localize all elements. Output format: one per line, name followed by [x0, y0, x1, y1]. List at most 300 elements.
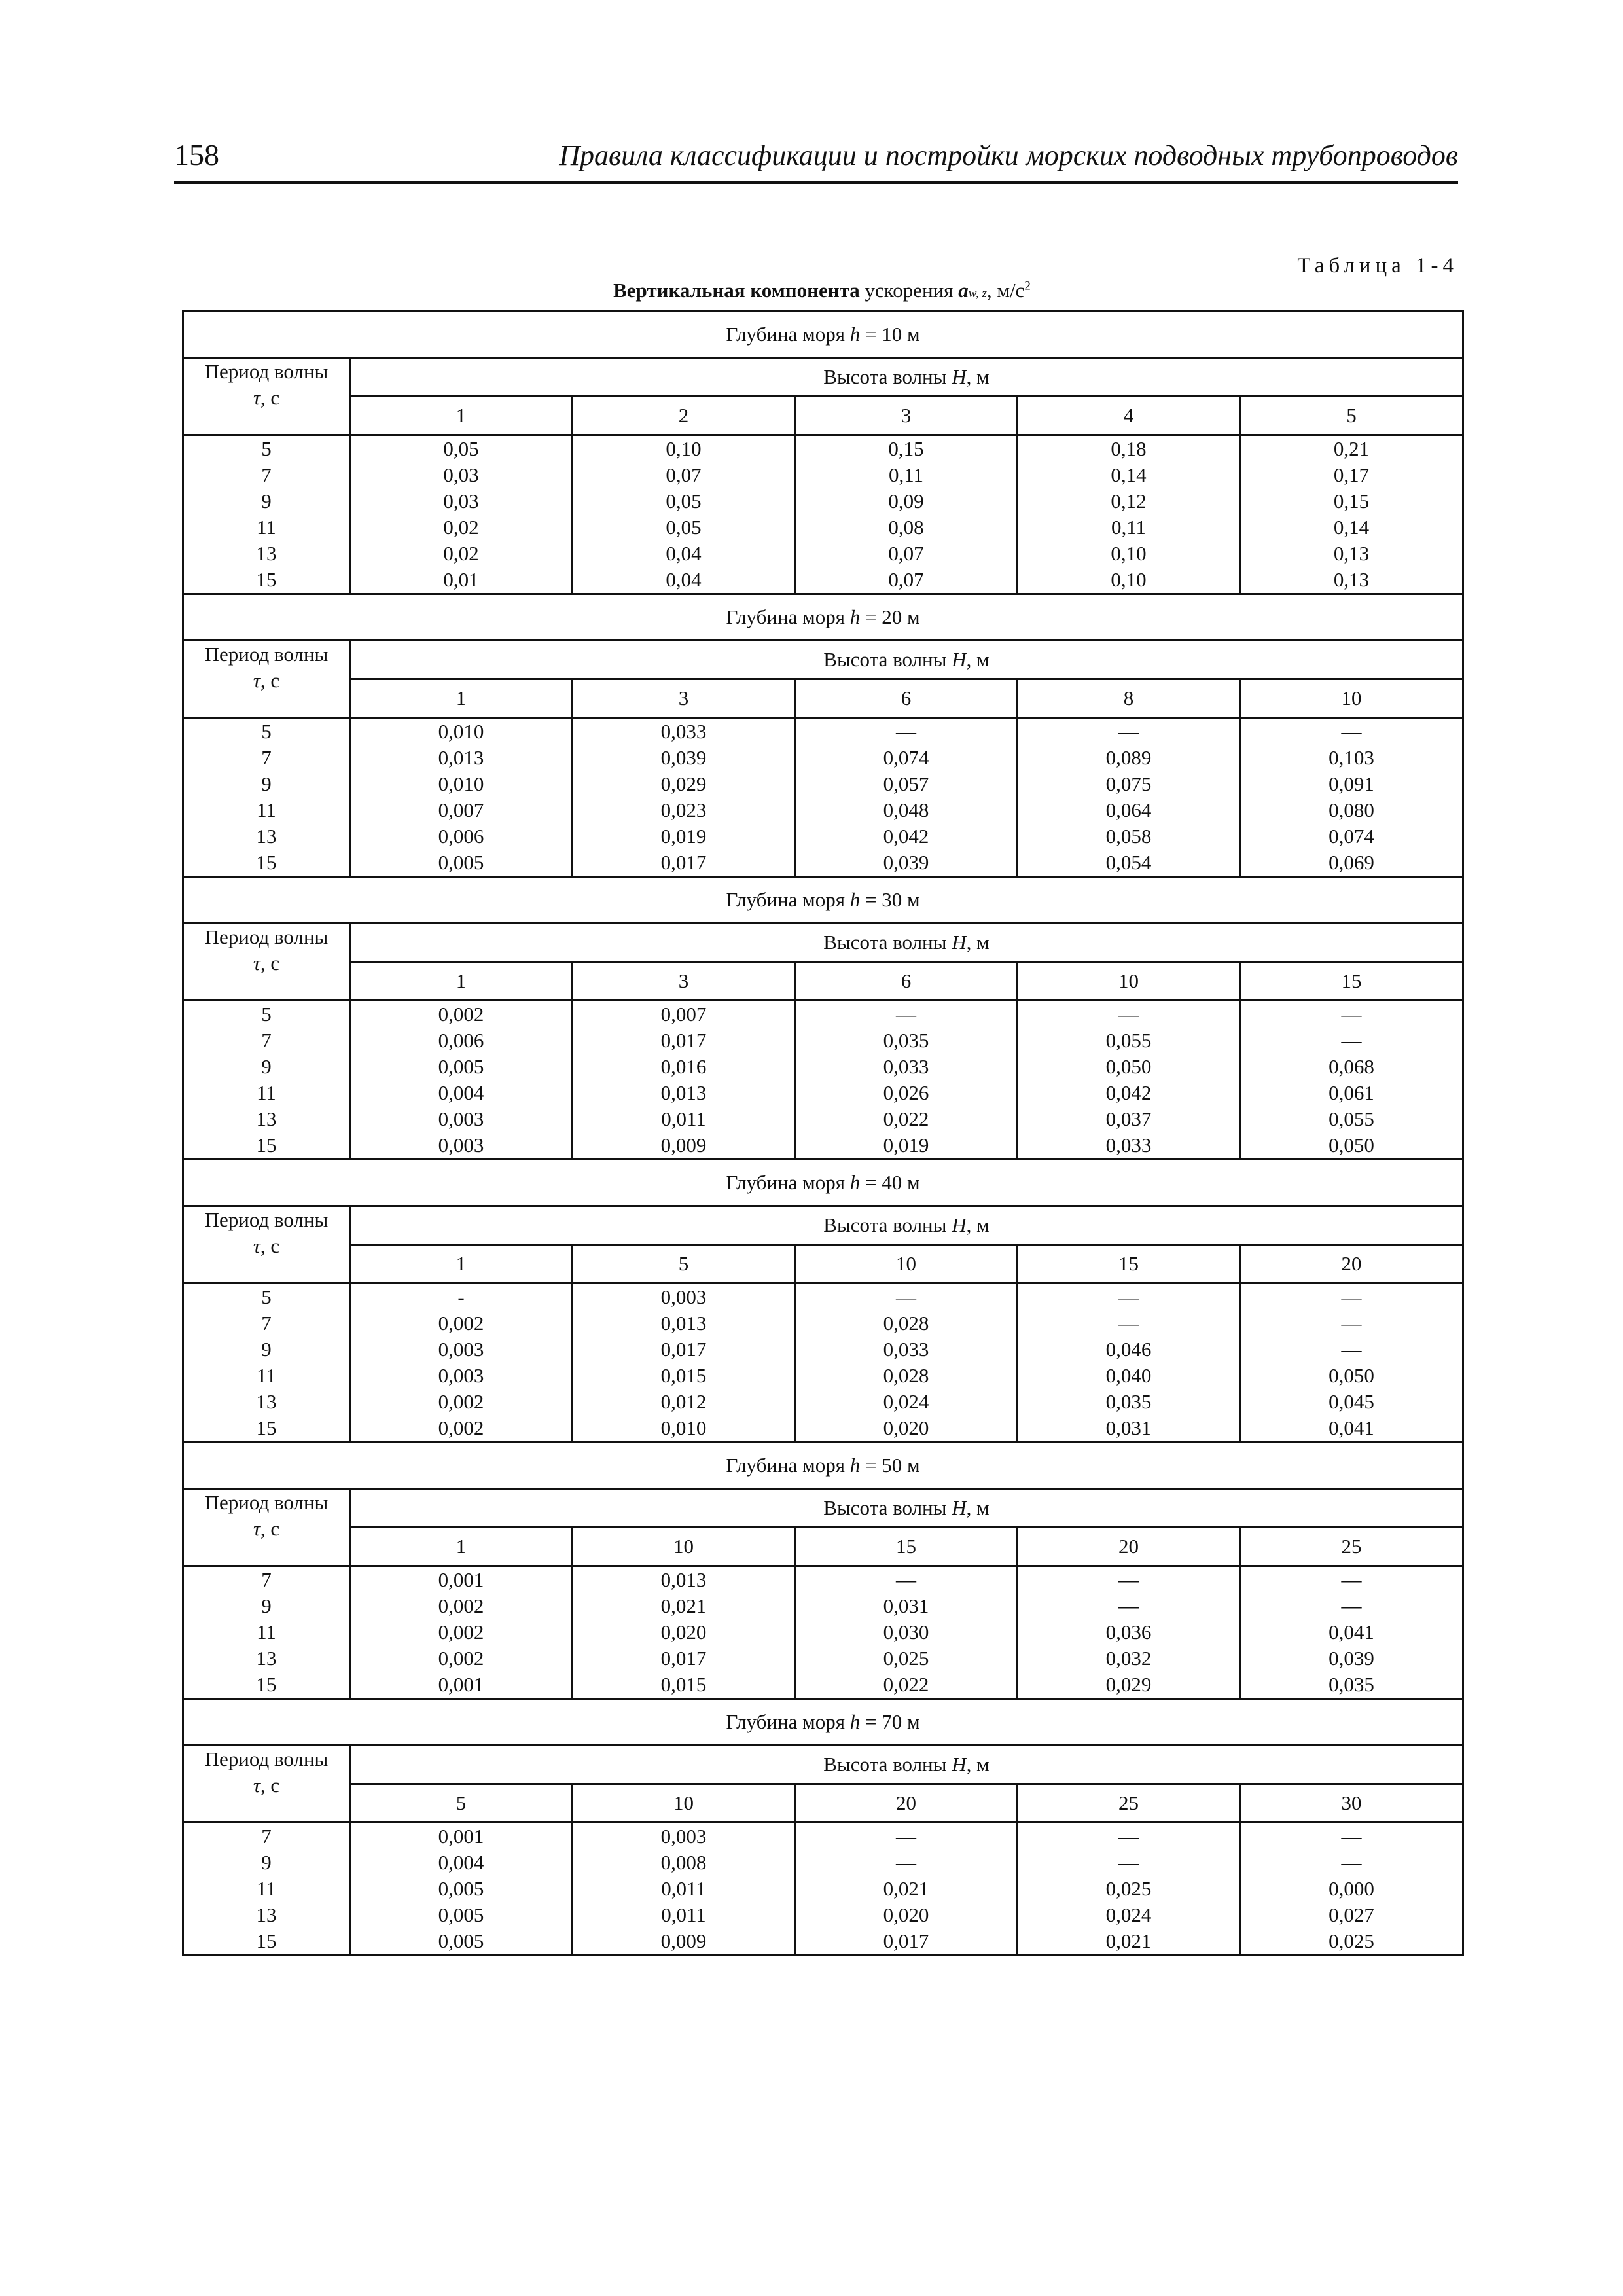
wave-height-variable: H: [952, 365, 967, 388]
wave-height-value: 1: [350, 1528, 573, 1566]
caption-unit: , м/с: [986, 279, 1025, 302]
acceleration-value: 0,07: [888, 568, 924, 591]
acceleration-value: 0,009: [660, 1929, 707, 1952]
acceleration-value: 0,005: [438, 1055, 484, 1078]
acceleration-value: 0,064: [1105, 798, 1152, 821]
acceleration-value: 0,019: [660, 825, 707, 848]
acceleration-value: 0,05: [443, 437, 479, 460]
wave-height-value: 25: [1240, 1528, 1463, 1566]
depth-equals: =: [860, 1710, 882, 1733]
period-value: 15: [256, 568, 277, 591]
acceleration-values: [1018, 1823, 1240, 1956]
acceleration-value: —: [1118, 1594, 1139, 1617]
acceleration-value: 0,011: [661, 1903, 706, 1926]
acceleration-value: 0,03: [443, 463, 479, 486]
depth-value: 10: [882, 323, 902, 346]
acceleration-value: 0,002: [438, 1390, 484, 1413]
acceleration-value: —: [896, 1003, 916, 1026]
period-value: 11: [257, 1081, 276, 1104]
period-tau: τ: [253, 1234, 260, 1257]
depth-unit: м: [902, 1710, 920, 1733]
depth-value: 30: [882, 888, 902, 911]
acceleration-value: 0,001: [438, 1825, 484, 1848]
wave-height-value: 3: [795, 397, 1018, 435]
wave-height-prefix: Высота волны: [823, 1496, 952, 1519]
acceleration-values: [573, 1823, 795, 1956]
wave-height-value: 20: [1018, 1528, 1240, 1566]
period-label-line1: Период волны: [204, 1208, 329, 1231]
caption-text: ускорения: [865, 279, 954, 302]
acceleration-value: 0,006: [438, 825, 484, 848]
acceleration-value: 0,024: [883, 1390, 929, 1413]
wave-height-value: 10: [1018, 962, 1240, 1001]
acceleration-value: —: [896, 1568, 916, 1591]
acceleration-value: 0,04: [666, 542, 702, 565]
depth-row: [183, 1443, 1463, 1489]
wave-height-value: 3: [573, 679, 795, 718]
period-values: [183, 1566, 350, 1699]
acceleration-value: 0,005: [438, 1929, 484, 1952]
acceleration-value: 0,068: [1329, 1055, 1374, 1078]
wave-height-value: 20: [1240, 1245, 1463, 1283]
acceleration-value: 0,016: [660, 1055, 707, 1078]
table-row: [183, 435, 1463, 594]
period-value: 7: [261, 463, 272, 486]
depth-value: 50: [882, 1454, 902, 1477]
wave-height-value: 1: [350, 397, 573, 435]
acceleration-value: 0,000: [1329, 1877, 1374, 1900]
wave-heights-row: [183, 397, 1463, 435]
wave-height-value: 10: [573, 1528, 795, 1566]
depth-equals: =: [860, 1454, 882, 1477]
acceleration-values: [573, 435, 795, 594]
period-value: 7: [261, 1825, 272, 1848]
acceleration-value: 0,17: [1333, 463, 1370, 486]
wave-height-variable: H: [952, 1496, 967, 1519]
acceleration-values: [1240, 1566, 1463, 1699]
period-value: 13: [256, 542, 277, 565]
acceleration-value: 0,004: [438, 1851, 484, 1874]
header-row: [183, 1206, 1463, 1245]
acceleration-value: 0,048: [883, 798, 929, 821]
acceleration-value: 0,07: [666, 463, 702, 486]
period-label-line1: Период волны: [204, 1748, 329, 1770]
acceleration-value: 0,008: [660, 1851, 707, 1874]
period-value: 5: [261, 1285, 272, 1308]
page-header: [174, 137, 1458, 184]
period-value: 5: [261, 1003, 272, 1026]
acceleration-value: 0,054: [1105, 851, 1152, 874]
acceleration-values: [573, 1001, 795, 1160]
wave-height-value: 20: [795, 1784, 1018, 1823]
wave-height-value: 4: [1018, 397, 1240, 435]
acceleration-value: 0,08: [888, 516, 924, 539]
period-value: 7: [261, 1029, 272, 1052]
acceleration-value: 0,027: [1329, 1903, 1374, 1926]
acceleration-values: [350, 1823, 573, 1956]
acceleration-values: [1240, 1283, 1463, 1443]
acceleration-value: 0,013: [660, 1312, 707, 1335]
depth-row: [183, 877, 1463, 924]
table-row: [183, 1001, 1463, 1160]
acceleration-value: 0,080: [1329, 798, 1374, 821]
acceleration-value: 0,10: [1111, 542, 1147, 565]
acceleration-value: 0,002: [438, 1621, 484, 1643]
depth-equals: =: [860, 605, 882, 628]
acceleration-value: 0,02: [443, 542, 479, 565]
header-row: [183, 1489, 1463, 1528]
depth-value: 20: [882, 605, 902, 628]
acceleration-value: 0,039: [660, 746, 707, 769]
acceleration-value: —: [1341, 1285, 1362, 1308]
acceleration-value: 0,15: [1333, 490, 1370, 512]
acceleration-value: 0,033: [660, 720, 707, 743]
period-value: 9: [261, 490, 272, 512]
wave-height-value: 1: [350, 1245, 573, 1283]
acceleration-value: 0,18: [1111, 437, 1147, 460]
acceleration-value: 0,058: [1105, 825, 1152, 848]
period-unit: , с: [260, 952, 280, 975]
acceleration-value: —: [1118, 720, 1139, 743]
acceleration-values: [1240, 1001, 1463, 1160]
acceleration-value: 0,017: [660, 1338, 707, 1361]
acceleration-value: 0,050: [1329, 1364, 1374, 1387]
acceleration-value: 0,002: [438, 1003, 484, 1026]
depth-equals: =: [860, 1171, 882, 1194]
acceleration-value: 0,074: [1329, 825, 1374, 848]
acceleration-value: 0,026: [883, 1081, 929, 1104]
acceleration-value: 0,10: [1111, 568, 1147, 591]
acceleration-value: 0,013: [660, 1568, 707, 1591]
depth-variable: h: [849, 1710, 861, 1733]
acceleration-value: 0,035: [883, 1029, 929, 1052]
acceleration-value: 0,001: [438, 1673, 484, 1696]
depth-unit: м: [902, 1454, 920, 1477]
acceleration-value: 0,11: [888, 463, 924, 486]
acceleration-value: 0,091: [1329, 772, 1374, 795]
period-unit: , с: [260, 1234, 280, 1257]
period-unit: , с: [260, 669, 280, 692]
acceleration-values: [573, 1566, 795, 1699]
acceleration-value: 0,04: [666, 568, 702, 591]
sea-depth-label: [183, 1443, 1463, 1489]
sea-depth-label: [183, 877, 1463, 924]
wave-height-value: 8: [1018, 679, 1240, 718]
period-tau: τ: [253, 669, 260, 692]
acceleration-value: —: [1341, 1851, 1362, 1874]
period-label-line1: Период волны: [204, 360, 329, 383]
acceleration-value: 0,01: [443, 568, 479, 591]
acceleration-value: 0,039: [883, 851, 929, 874]
period-value: 15: [256, 851, 277, 874]
acceleration-value: 0,09: [888, 490, 924, 512]
depth-unit: м: [902, 1171, 920, 1194]
acceleration-value: 0,036: [1105, 1621, 1152, 1643]
depth-variable: h: [849, 888, 861, 911]
acceleration-value: 0,031: [1105, 1416, 1152, 1439]
acceleration-value: 0,021: [660, 1594, 707, 1617]
acceleration-values: [1018, 435, 1240, 594]
acceleration-value: 0,035: [1329, 1673, 1374, 1696]
table-caption: [182, 279, 1462, 302]
acceleration-value: 0,021: [1105, 1929, 1152, 1952]
period-header: [183, 1206, 350, 1283]
period-header: [183, 641, 350, 718]
acceleration-value: 0,07: [888, 542, 924, 565]
acceleration-value: 0,050: [1329, 1134, 1374, 1157]
depth-variable: h: [849, 605, 861, 628]
period-value: 9: [261, 772, 272, 795]
acceleration-value: -: [457, 1285, 465, 1308]
acceleration-values: [795, 1823, 1018, 1956]
acceleration-values: [350, 1283, 573, 1443]
acceleration-value: 0,021: [883, 1877, 929, 1900]
period-value: 13: [256, 825, 277, 848]
acceleration-values: [1018, 1001, 1240, 1160]
wave-height-value: 5: [350, 1784, 573, 1823]
table-row: [183, 718, 1463, 877]
header-row: [183, 358, 1463, 397]
wave-height-value: 6: [795, 679, 1018, 718]
period-value: 11: [257, 1621, 276, 1643]
acceleration-value: 0,003: [438, 1364, 484, 1387]
acceleration-value: 0,042: [883, 825, 929, 848]
depth-value: 70: [882, 1710, 902, 1733]
period-value: 13: [256, 1107, 277, 1130]
acceleration-value: 0,035: [1105, 1390, 1152, 1413]
acceleration-value: 0,042: [1105, 1081, 1152, 1104]
acceleration-value: 0,015: [660, 1364, 707, 1387]
depth-value: 40: [882, 1171, 902, 1194]
wave-height-header: [350, 1206, 1463, 1245]
acceleration-values: [1018, 1566, 1240, 1699]
acceleration-value: 0,002: [438, 1416, 484, 1439]
acceleration-value: 0,012: [660, 1390, 707, 1413]
acceleration-values: [350, 435, 573, 594]
wave-height-value: 1: [350, 679, 573, 718]
wave-height-value: 30: [1240, 1784, 1463, 1823]
period-value: 11: [257, 798, 276, 821]
acceleration-value: 0,010: [438, 772, 484, 795]
wave-heights-row: [183, 1528, 1463, 1566]
table-row: [183, 1823, 1463, 1956]
page-number: 158: [174, 138, 219, 171]
wave-height-variable: H: [952, 648, 967, 671]
acceleration-values: [573, 718, 795, 877]
wave-height-header: [350, 358, 1463, 397]
caption-bold-text: Вертикальная компонента: [613, 279, 860, 302]
acceleration-value: 0,013: [660, 1081, 707, 1104]
sea-depth-label: [183, 594, 1463, 641]
acceleration-value: —: [1341, 1568, 1362, 1591]
acceleration-value: 0,024: [1105, 1903, 1152, 1926]
header-row: [183, 924, 1463, 962]
depth-prefix: Глубина моря: [726, 605, 845, 628]
period-values: [183, 1001, 350, 1160]
wave-height-value: 10: [573, 1784, 795, 1823]
period-values: [183, 435, 350, 594]
acceleration-value: 0,21: [1333, 437, 1370, 460]
acceleration-value: —: [1341, 1312, 1362, 1335]
acceleration-value: 0,003: [438, 1107, 484, 1130]
caption-variable: a: [958, 279, 969, 302]
acceleration-value: 0,007: [438, 798, 484, 821]
period-value: 11: [257, 1364, 276, 1387]
wave-height-value: 3: [573, 962, 795, 1001]
wave-height-prefix: Высота волны: [823, 1213, 952, 1236]
acceleration-value: 0,03: [443, 490, 479, 512]
wave-heights-row: [183, 962, 1463, 1001]
period-value: 9: [261, 1055, 272, 1078]
acceleration-value: 0,074: [883, 746, 929, 769]
depth-prefix: Глубина моря: [726, 1454, 845, 1477]
acceleration-value: 0,003: [438, 1134, 484, 1157]
period-tau: τ: [253, 386, 260, 409]
acceleration-values: [1018, 718, 1240, 877]
acceleration-value: 0,011: [661, 1107, 706, 1130]
acceleration-value: 0,028: [883, 1312, 929, 1335]
acceleration-value: 0,055: [1105, 1029, 1152, 1052]
acceleration-value: 0,061: [1329, 1081, 1374, 1104]
wave-height-variable: H: [952, 931, 967, 954]
period-value: 9: [261, 1851, 272, 1874]
acceleration-value: 0,13: [1333, 542, 1370, 565]
acceleration-value: 0,010: [660, 1416, 707, 1439]
depth-row: [183, 594, 1463, 641]
acceleration-value: —: [1118, 1312, 1139, 1335]
acceleration-value: 0,030: [883, 1621, 929, 1643]
acceleration-value: —: [1118, 1825, 1139, 1848]
acceleration-value: 0,025: [883, 1647, 929, 1670]
acceleration-values: [795, 718, 1018, 877]
depth-prefix: Глубина моря: [726, 323, 845, 346]
period-value: 15: [256, 1673, 277, 1696]
acceleration-value: 0,050: [1105, 1055, 1152, 1078]
acceleration-value: 0,041: [1329, 1416, 1374, 1439]
wave-height-header: [350, 641, 1463, 679]
wave-height-prefix: Высота волны: [823, 1753, 952, 1776]
wave-height-value: 10: [795, 1245, 1018, 1283]
acceleration-value: 0,011: [661, 1877, 706, 1900]
acceleration-value: —: [1341, 1338, 1362, 1361]
wave-height-value: 5: [1240, 397, 1463, 435]
period-value: 13: [256, 1390, 277, 1413]
wave-height-variable: H: [952, 1213, 967, 1236]
acceleration-value: —: [896, 1825, 916, 1848]
wave-height-value: 15: [1018, 1245, 1240, 1283]
period-value: 13: [256, 1903, 277, 1926]
wave-height-prefix: Высота волны: [823, 648, 952, 671]
acceleration-value: 0,14: [1333, 516, 1370, 539]
acceleration-value: 0,007: [660, 1003, 707, 1026]
wave-height-value: 25: [1018, 1784, 1240, 1823]
wave-heights-row: [183, 679, 1463, 718]
acceleration-value: 0,005: [438, 851, 484, 874]
acceleration-value: 0,001: [438, 1568, 484, 1591]
period-tau: τ: [253, 1774, 260, 1797]
acceleration-value: 0,041: [1329, 1621, 1374, 1643]
acceleration-value: 0,040: [1105, 1364, 1152, 1387]
acceleration-value: 0,025: [1329, 1929, 1374, 1952]
period-value: 13: [256, 1647, 277, 1670]
acceleration-value: 0,02: [443, 516, 479, 539]
wave-heights-row: [183, 1784, 1463, 1823]
acceleration-value: 0,005: [438, 1877, 484, 1900]
wave-height-header: [350, 1746, 1463, 1784]
wave-height-variable: H: [952, 1753, 967, 1776]
acceleration-value: 0,006: [438, 1029, 484, 1052]
acceleration-value: 0,017: [660, 851, 707, 874]
wave-height-unit: , м: [966, 931, 990, 954]
depth-variable: h: [849, 1171, 861, 1194]
acceleration-value: 0,075: [1105, 772, 1152, 795]
wave-height-header: [350, 1489, 1463, 1528]
depth-prefix: Глубина моря: [726, 1171, 845, 1194]
period-value: 11: [257, 1877, 276, 1900]
table-row: [183, 1566, 1463, 1699]
acceleration-value: —: [896, 720, 916, 743]
acceleration-value: 0,046: [1105, 1338, 1152, 1361]
header-row: [183, 641, 1463, 679]
acceleration-value: 0,020: [883, 1416, 929, 1439]
period-value: 7: [261, 746, 272, 769]
period-values: [183, 1283, 350, 1443]
wave-height-value: 10: [1240, 679, 1463, 718]
sea-depth-label: [183, 312, 1463, 358]
acceleration-value: 0,033: [1105, 1134, 1152, 1157]
depth-row: [183, 1160, 1463, 1206]
acceleration-value: 0,089: [1105, 746, 1152, 769]
acceleration-value: 0,11: [1111, 516, 1147, 539]
acceleration-value: 0,022: [883, 1673, 929, 1696]
acceleration-value: 0,057: [883, 772, 929, 795]
period-label-line1: Период волны: [204, 643, 329, 666]
acceleration-value: 0,002: [438, 1594, 484, 1617]
wave-height-value: 1: [350, 962, 573, 1001]
acceleration-value: 0,12: [1111, 490, 1147, 512]
acceleration-value: 0,10: [666, 437, 702, 460]
period-value: 15: [256, 1134, 277, 1157]
period-unit: , с: [260, 1774, 280, 1797]
wave-height-unit: , м: [966, 1753, 990, 1776]
depth-equals: =: [860, 323, 882, 346]
wave-height-unit: , м: [966, 648, 990, 671]
period-label-line1: Период волны: [204, 1491, 329, 1514]
acceleration-value: 0,032: [1105, 1647, 1152, 1670]
depth-row: [183, 312, 1463, 358]
acceleration-value: 0,029: [660, 772, 707, 795]
caption-unit-power: 2: [1024, 279, 1031, 293]
period-value: 7: [261, 1568, 272, 1591]
period-value: 7: [261, 1312, 272, 1335]
wave-height-value: 2: [573, 397, 795, 435]
acceleration-value: 0,045: [1329, 1390, 1374, 1413]
acceleration-value: 0,002: [438, 1647, 484, 1670]
acceleration-values: [795, 1283, 1018, 1443]
acceleration-value: 0,005: [438, 1903, 484, 1926]
acceleration-value: 0,05: [666, 490, 702, 512]
acceleration-values: [573, 1283, 795, 1443]
acceleration-value: 0,025: [1105, 1877, 1152, 1900]
acceleration-value: 0,103: [1329, 746, 1374, 769]
acceleration-value: 0,14: [1111, 463, 1147, 486]
period-header: [183, 924, 350, 1001]
depth-unit: м: [902, 605, 920, 628]
depth-variable: h: [849, 323, 861, 346]
acceleration-value: 0,022: [883, 1107, 929, 1130]
period-label-line1: Период волны: [204, 925, 329, 948]
period-value: 9: [261, 1338, 272, 1361]
